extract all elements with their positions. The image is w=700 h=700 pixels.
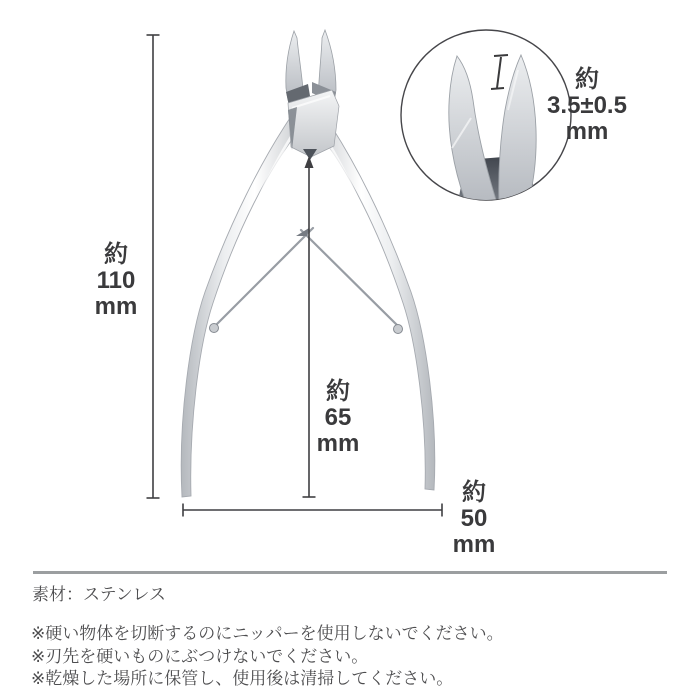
height-unit: mm xyxy=(94,293,138,320)
nipper-spring-vertex xyxy=(296,228,309,236)
usage-notes xyxy=(31,623,504,691)
blade-approx: 約 xyxy=(575,66,599,93)
width-approx: 約 xyxy=(462,479,486,506)
dimension-label-width xyxy=(432,480,516,558)
dimension-label-height xyxy=(74,242,158,320)
dimension-label-handle-length xyxy=(296,379,380,457)
dimension-arrow-handle-top xyxy=(305,156,314,168)
blade-value: 3.5±0.5 xyxy=(547,92,627,119)
height-approx: 約 xyxy=(104,241,128,268)
handle-approx: 約 xyxy=(326,378,350,405)
handle-unit: mm xyxy=(316,430,360,457)
dimension-label-blade-opening xyxy=(532,67,642,145)
dimension-line-width xyxy=(183,504,442,517)
material-label: 素材：ステンレス xyxy=(32,585,166,604)
handle-value: 65 xyxy=(324,404,352,431)
footer-divider xyxy=(33,571,667,574)
note-line-1: ※硬い物体を切断するのにニッパーを使用しないでください。 xyxy=(31,624,504,643)
width-unit: mm xyxy=(452,531,496,558)
nipper-right-rivet xyxy=(394,325,403,334)
note-line-3: ※乾燥した場所に保管し、使用後は清掃してください。 xyxy=(31,669,454,688)
height-value: 110 xyxy=(96,267,136,294)
blade-unit: mm xyxy=(565,118,609,145)
nipper-left-handle xyxy=(181,118,304,497)
nipper-left-rivet xyxy=(210,324,219,333)
note-line-2: ※刃先を硬いものにぶつけないでください。 xyxy=(31,646,369,666)
width-value: 50 xyxy=(460,505,488,532)
